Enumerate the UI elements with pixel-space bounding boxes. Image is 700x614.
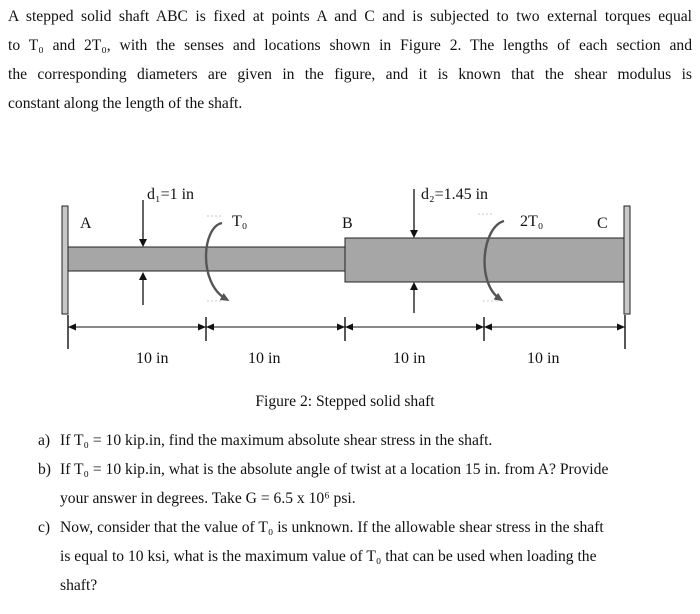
diameter-label-d2: d₂=1.45 in <box>421 186 489 203</box>
figure-caption: Figure 2: Stepped solid shaft <box>255 393 435 410</box>
question-label: a) <box>38 432 51 449</box>
question-a <box>38 426 678 455</box>
question-line: your answer in degrees. Take G = 6.5 x 10⁶ psi. <box>60 490 356 507</box>
question-label: b) <box>38 461 51 478</box>
intro-line: to T₀ and 2T₀, with the senses and locations shown in Figure 2. The lengths of each section and <box>8 37 692 54</box>
question-line: Now, consider that the value of T₀ is unknown. If the allowable shear stress in the shaft <box>60 519 604 536</box>
intro-line: A stepped solid shaft ABC is fixed at points A and C and is subjected to two external torques equal <box>8 8 692 25</box>
question-line: If T₀ = 10 kip.in, find the maximum absolute shear stress in the shaft. <box>60 432 493 449</box>
diameter-label-d1: d₁=1 in <box>147 186 195 203</box>
question-line: If T₀ = 10 kip.in, what is the absolute angle of twist at a location 15 in. from A? Provide <box>60 461 609 478</box>
intro-line: the corresponding diameters are given in the figure, and it is known that the shear modulus is <box>8 66 692 83</box>
length-label: 10 in <box>136 350 169 367</box>
question-label: c) <box>38 519 51 536</box>
torque-label-2t0: 2T₀ <box>520 213 544 230</box>
question-c <box>38 513 678 600</box>
fixed-support-a <box>62 206 68 314</box>
torque-label-t0: T₀ <box>232 213 248 230</box>
label-c: C <box>597 215 608 232</box>
label-a: A <box>80 215 92 232</box>
dimension-line <box>68 315 625 349</box>
stepped-shaft-figure <box>0 175 700 420</box>
question-line: is equal to 10 ksi, what is the maximum value of T₀ that can be used when loading the <box>60 548 597 565</box>
label-b: B <box>342 215 353 232</box>
length-label: 10 in <box>527 350 560 367</box>
question-line: shaft? <box>60 577 98 594</box>
intro-line: constant along the length of the shaft. <box>8 95 243 112</box>
question-list <box>38 426 678 600</box>
question-b <box>38 455 678 513</box>
length-label: 10 in <box>248 350 281 367</box>
fixed-support-c <box>624 206 630 314</box>
problem-statement <box>8 2 692 118</box>
length-label: 10 in <box>393 350 426 367</box>
